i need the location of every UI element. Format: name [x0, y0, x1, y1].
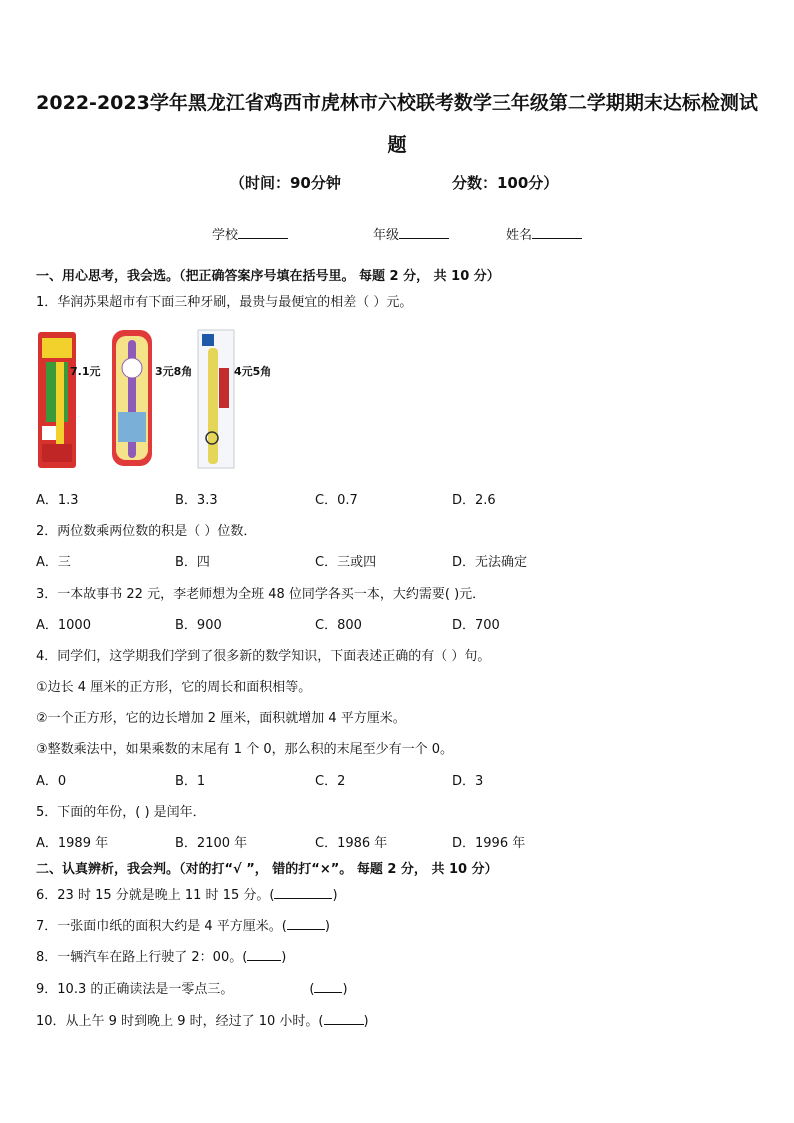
- q3-option-b[interactable]: B．900: [175, 618, 222, 633]
- question-7: [36, 915, 330, 934]
- name-field: [506, 224, 582, 243]
- q6-answer-blank[interactable]: [274, 885, 332, 899]
- toothbrush-images: [36, 328, 276, 470]
- q4-option-d[interactable]: D．3: [452, 774, 484, 789]
- price-label-1: 7.1元: [70, 365, 101, 378]
- q10-text: 10．从上午 9 时到晚上 9 时，经过了 10 小时。(: [36, 1014, 324, 1029]
- q8-text: 8．一辆汽车在路上行驶了 2：00。(: [36, 950, 248, 965]
- q5-option-a[interactable]: A．1989 年: [36, 836, 109, 851]
- exam-time: （时间：90分钟: [230, 174, 341, 192]
- question-9: [36, 978, 348, 997]
- exam-score: 分数：100分）: [452, 174, 559, 192]
- toothbrush-1-image: [38, 332, 76, 468]
- q7-answer-blank[interactable]: [287, 916, 325, 930]
- grade-blank[interactable]: [399, 225, 449, 239]
- exam-title-line1: 2022-2023学年黑龙江省鸡西市虎林市六校联考数学三年级第二学期期末达标检测试: [36, 92, 758, 114]
- q2-option-c[interactable]: C．三或四: [315, 555, 377, 570]
- q9-open-paren: (: [309, 982, 315, 997]
- q5-option-b[interactable]: B．2100 年: [175, 836, 248, 851]
- price-label-2: 3元8角: [155, 365, 193, 378]
- q8-close-paren: ): [281, 950, 287, 965]
- q1-option-a[interactable]: A．1.3: [36, 493, 79, 508]
- name-blank[interactable]: [532, 225, 582, 239]
- toothbrush-2-image: [112, 330, 152, 466]
- q2-option-b[interactable]: B．四: [175, 555, 210, 570]
- q10-close-paren: ): [363, 1014, 369, 1029]
- q9-close-paren: ): [342, 982, 348, 997]
- q1-option-b[interactable]: B．3.3: [175, 493, 218, 508]
- q2-option-d[interactable]: D．无法确定: [452, 555, 528, 570]
- q10-answer-blank[interactable]: [324, 1011, 364, 1025]
- school-field: [212, 224, 288, 243]
- q6-close-paren: ): [332, 888, 338, 903]
- q4-statement-1: ①边长 4 厘米的正方形，它的周长和面积相等。: [36, 680, 312, 695]
- q8-answer-blank[interactable]: [247, 947, 281, 961]
- price-label-3: 4元5角: [234, 365, 272, 378]
- q4-option-b[interactable]: B．1: [175, 774, 206, 789]
- name-label: 姓名: [506, 228, 533, 243]
- q6-text: 6．23 时 15 分就是晚上 11 时 15 分。(: [36, 888, 275, 903]
- q7-text: 7．一张面巾纸的面积大约是 4 平方厘米。(: [36, 919, 287, 934]
- q4-statement-2: ②一个正方形，它的边长增加 2 厘米，面积就增加 4 平方厘米。: [36, 711, 406, 726]
- q2-option-a[interactable]: A．三: [36, 555, 71, 570]
- q9-answer-blank[interactable]: [314, 979, 342, 993]
- q5-option-c[interactable]: C．1986 年: [315, 836, 388, 851]
- q9-text: 9．10.3 的正确读法是一零点三。: [36, 982, 234, 997]
- q5-option-d[interactable]: D．1996 年: [452, 836, 526, 851]
- question-10: [36, 1010, 369, 1029]
- school-label: 学校: [212, 228, 239, 243]
- question-6: [36, 884, 338, 903]
- question-4: 4．同学们，这学期我们学到了很多新的数学知识，下面表述正确的有（ ）句。: [36, 649, 491, 664]
- q3-option-a[interactable]: A．1000: [36, 618, 91, 633]
- question-5: 5．下面的年份，( ) 是闰年．: [36, 805, 206, 820]
- q1-option-c[interactable]: C．0.7: [315, 493, 358, 508]
- question-2: 2．两位数乘两位数的积是（ ）位数．: [36, 524, 257, 539]
- q4-option-c[interactable]: C．2: [315, 774, 346, 789]
- question-8: [36, 946, 286, 965]
- grade-field: [373, 224, 449, 243]
- q7-close-paren: ): [324, 919, 330, 934]
- exam-title-line2: 题: [387, 134, 407, 156]
- toothbrush-3-image: [198, 330, 234, 468]
- question-3: 3．一本故事书 22 元，李老师想为全班 48 位同学各买一本，大约需要( )元．: [36, 587, 486, 602]
- grade-label: 年级: [373, 228, 400, 243]
- section1-heading: 一、用心思考，我会选。（把正确答案序号填在括号里。 每题 2 分， 共 10 分）: [36, 269, 500, 284]
- q4-option-a[interactable]: A．0: [36, 774, 67, 789]
- school-blank[interactable]: [238, 225, 288, 239]
- q3-option-d[interactable]: D．700: [452, 618, 500, 633]
- q1-option-d[interactable]: D．2.6: [452, 493, 496, 508]
- q3-option-c[interactable]: C．800: [315, 618, 362, 633]
- section2-heading: 二、认真辨析，我会判。（对的打“√ ”， 错的打“×”。 每题 2 分， 共 10 分）: [36, 862, 498, 877]
- q4-statement-3: ③整数乘法中，如果乘数的末尾有 1 个 0，那么积的末尾至少有一个 0。: [36, 742, 453, 757]
- question-1: 1．华润苏果超市有下面三种牙刷，最贵与最便宜的相差（ ）元。: [36, 295, 413, 310]
